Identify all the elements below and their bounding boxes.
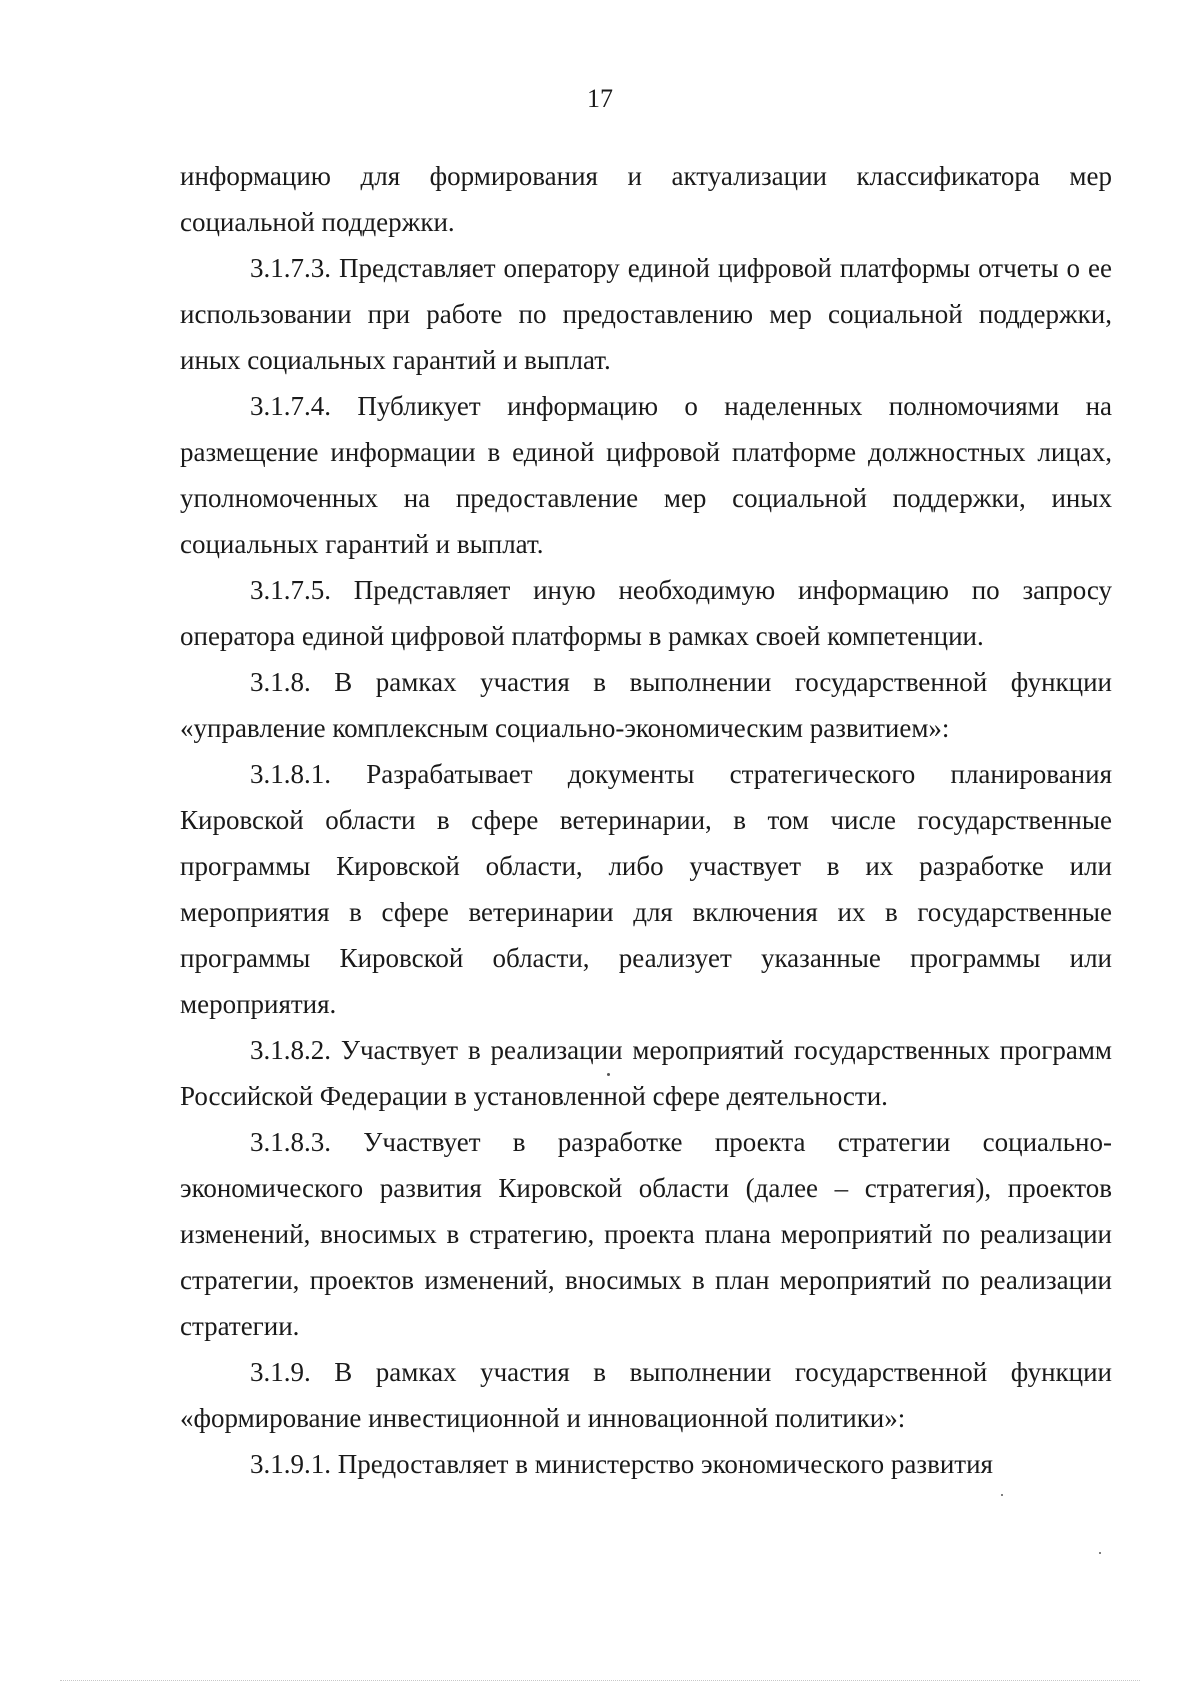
paragraph-3-1-9: 3.1.9. В рамках участия в выполнении государственной функции «формирование инвестиционной и инновационной политики»: xyxy=(180,1357,1112,1433)
page-number: 17 xyxy=(587,84,613,113)
scan-speck xyxy=(1099,1552,1101,1554)
paragraph-3-1-8-3: 3.1.8.3. Участвует в разработке проекта стратегии социально-экономического развития Кировской области (далее – стратегия), проектов изменений, вносимых в стратегию, проекта плана мероприятий по реализации стратегии, проектов изменений, вносимых в план мероприятий по реализации стратегии. xyxy=(180,1127,1112,1341)
document-body xyxy=(180,153,1112,1487)
scan-speck xyxy=(607,1073,610,1076)
paragraph-3-1-8-1: 3.1.8.1. Разрабатывает документы стратегического планирования Кировской области в сфере ветеринарии, в том числе государственные программы Кировской области, либо участвует в их разработке или мероприятия в сфере ветеринарии для включения их в государственные программы Кировской области, реализует указанные программы или мероприятия. xyxy=(180,759,1112,1019)
paragraph-3-1-7-4: 3.1.7.4. Публикует информацию о наделенных полномочиями на размещение информации в единой цифровой платформе должностных лицах, уполномоченных на предоставление мер социальной поддержки, иных социальных гарантий и выплат. xyxy=(180,391,1112,559)
paragraph-3-1-9-1: 3.1.9.1. Предоставляет в министерство экономического развития xyxy=(250,1449,993,1479)
paragraph-3-1-8: 3.1.8. В рамках участия в выполнении государственной функции «управление комплексным социально-экономическим развитием»: xyxy=(180,667,1112,743)
scan-speck xyxy=(1001,1494,1003,1496)
paragraph-3-1-7-3: 3.1.7.3. Представляет оператору единой цифровой платформы отчеты о ее использовании при работе по предоставлению мер социальной поддержки, иных социальных гарантий и выплат. xyxy=(180,253,1112,375)
scan-edge-noise xyxy=(60,1680,1140,1683)
paragraph-continuation: информацию для формирования и актуализации классификатора мер социальной поддержки. xyxy=(180,161,1112,237)
paragraph-3-1-8-2: 3.1.8.2. Участвует в реализации мероприятий государственных программ Российской Федерации в установленной сфере деятельности. xyxy=(180,1035,1112,1111)
paragraph-3-1-7-5: 3.1.7.5. Представляет иную необходимую информацию по запросу оператора единой цифровой платформы в рамках своей компетенции. xyxy=(180,575,1112,651)
